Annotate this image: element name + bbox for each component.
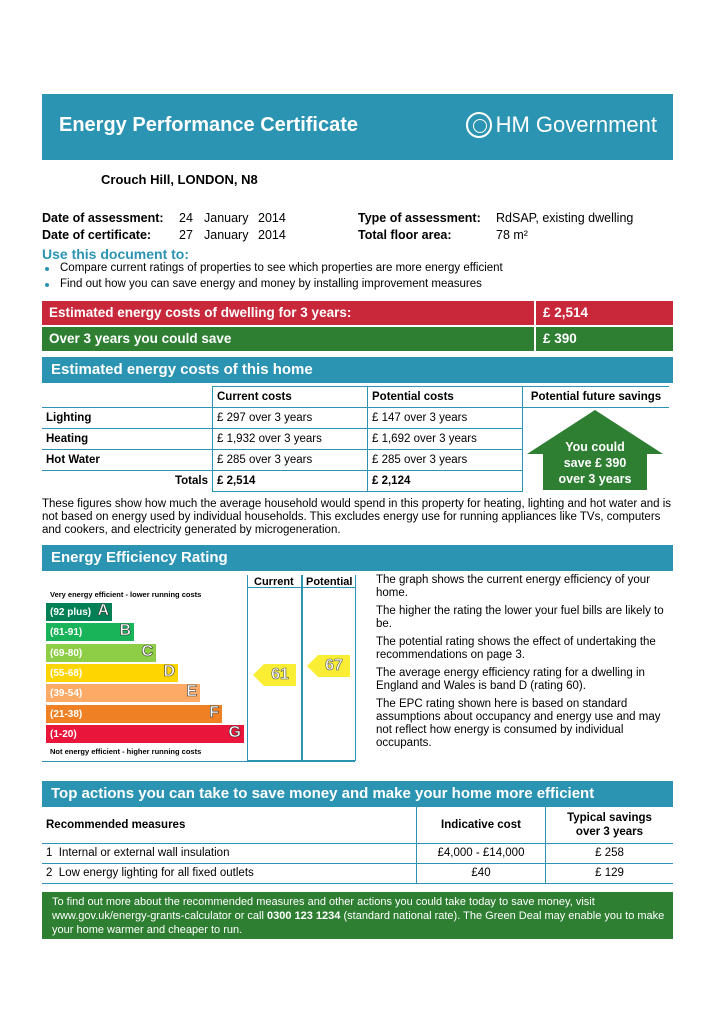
band-range: (69-80) [50,647,83,659]
band-range: (1-20) [50,728,77,740]
floor-area-value: 78 m² [496,228,528,242]
house-line-1: You could [565,440,625,454]
band-range: (21-38) [50,708,83,720]
table-cell: £ 285 over 3 years [368,450,523,471]
assessment-day: 24 [179,211,193,225]
rating-text: The average energy efficiency rating for a dwelling in England and Wales is band D (rating 60). [376,667,645,692]
savings-label: Over 3 years you could save [49,331,232,346]
band-e [46,684,200,702]
measures-table [42,807,673,884]
rating-text: The higher the rating the lower your fuel bills are likely to be. [376,605,664,630]
potential-rating-arrow: 67 [318,655,350,677]
measure-cell: 1 Internal or external wall insulation [42,843,417,863]
current-rating-arrow: 61 [264,664,296,686]
total-potential: £ 2,124 [368,471,523,492]
certificate-date-label: Date of certificate: [42,228,152,242]
rating-heading: Energy Efficiency Rating [51,549,228,566]
col-potential-costs: Potential costs [368,387,523,408]
row-label: Hot Water [42,450,213,471]
certificate-month: January [204,228,249,242]
house-line-3: over 3 years [558,472,632,486]
page-title: Energy Performance Certificate [59,114,359,136]
band-letter: B [119,622,131,640]
assessment-type-label: Type of assessment: [358,211,481,225]
rating-text: The potential rating shows the effect of undertaking the recommendations on page 3. [376,636,656,661]
use-list [42,262,503,294]
band-f [46,705,222,723]
floor-area-label: Total floor area: [358,228,452,242]
rating-section-header [42,545,673,571]
row-label: Heating [42,429,213,450]
costs-heading: Estimated energy costs of this home [51,361,313,378]
bottom-efficiency-label: Not energy efficient - higher running costs [50,747,202,756]
band-range: (39-54) [50,688,83,700]
band-range: (92 plus) [50,607,92,618]
table-cell: £ 1,692 over 3 years [368,429,523,450]
table-cell: £4,000 - £14,000 [417,843,546,863]
top-efficiency-label: Very energy efficient - lower running costs [50,590,202,599]
assessment-month: January [204,211,249,225]
crest-icon [466,112,492,138]
assessment-date-row [42,211,164,225]
actions-section-header [42,781,673,807]
row-label: Lighting [42,408,213,429]
use-heading: Use this document to: [42,246,190,262]
band-d [46,664,178,682]
band-a [46,603,112,621]
hm-government-logo [466,112,657,138]
savings-bar [42,327,673,351]
total-current: £ 2,514 [213,471,368,492]
band-letter: C [141,642,153,660]
gov-label: HM Government [495,112,657,137]
col-future-savings: Potential future savings [523,387,670,408]
band-range: (81-91) [50,627,83,639]
rating-text: The EPC rating shown here is based on standard assumptions about occupancy and energy use and may not reflect how energy is consumed by individual occupants. [376,698,661,749]
rating-chart [42,573,357,763]
assessment-date-label: Date of assessment: [42,211,164,225]
table-cell: £ 285 over 3 years [213,450,368,471]
header-banner [42,94,673,160]
house-line-2: save £ 390 [563,456,627,470]
rating-text: The graph shows the current energy efficiency of your home. [376,574,651,599]
band-b [46,623,134,641]
footer-info: To find out more about the recommended measures and other actions you could take today to save money, visit www.gov.uk/energy-grants-calculator or call 0300 123 1234 (standard national rate). The Green Deal may enable you to make your home warmer and cheaper to run. [42,892,673,939]
rating-explanation [376,574,674,755]
band-c [46,644,156,662]
estimated-cost-label: Estimated energy costs of dwelling for 3 years: [49,305,352,320]
certificate-day: 27 [179,228,193,242]
current-column-header: Current [254,576,294,588]
certificate-date-row [42,228,151,242]
actions-heading: Top actions you can take to save money and make your home more efficient [51,785,595,802]
table-cell: £ 147 over 3 years [368,408,523,429]
estimated-cost-bar [42,301,673,325]
phone-number: 0300 123 1234 [267,910,341,922]
measure-cell: 2 Low energy lighting for all fixed outlets [42,863,417,883]
col-typical-savings: Typical savings over 3 years [546,807,674,843]
estimated-cost-value: £ 2,514 [534,301,588,325]
potential-column-header: Potential [306,576,353,588]
band-letter: F [209,703,219,721]
totals-label: Totals [174,475,208,488]
band-g [46,725,244,743]
band-letter: D [163,662,175,680]
table-cell: £ 297 over 3 years [213,408,368,429]
assessment-type-value: RdSAP, existing dwelling [496,211,634,225]
list-item: Compare current ratings of properties to see which properties are more energy efficient [42,262,503,278]
band-letter: G [228,723,241,741]
band-range: (55-68) [50,667,83,679]
table-cell: £ 258 [546,843,674,863]
band-letter: A [97,602,109,619]
costs-note: These figures show how much the average household would spend in this property for heating, lighting and hot water and is not based on energy used by individual households. This excludes energy use for running appliances like TVs, computers and cookers, and electricity generated by microgeneration. [42,498,672,536]
costs-section-header [42,357,673,383]
col-current-costs: Current costs [213,387,368,408]
assessment-year: 2014 [258,211,286,225]
col-measures: Recommended measures [42,807,417,843]
band-letter: E [186,683,197,701]
table-cell: £ 1,932 over 3 years [213,429,368,450]
house-savings-text [543,439,647,487]
table-cell: £40 [417,863,546,883]
list-item: Find out how you can save energy and money by installing improvement measures [42,278,503,294]
table-cell: £ 129 [546,863,674,883]
property-address: Crouch Hill, LONDON, N8 [101,172,258,187]
savings-value: £ 390 [534,327,577,351]
col-indicative-cost: Indicative cost [417,807,546,843]
certificate-year: 2014 [258,228,286,242]
